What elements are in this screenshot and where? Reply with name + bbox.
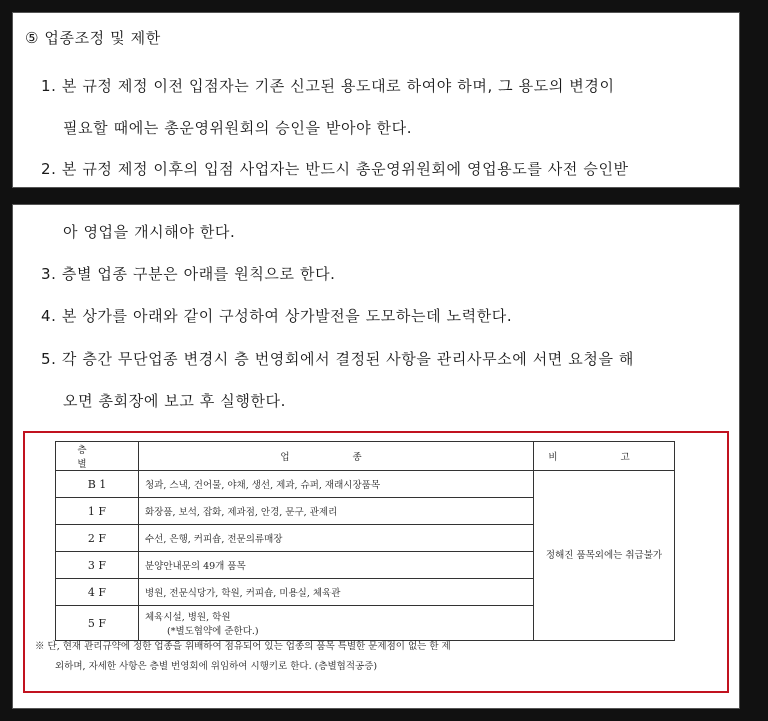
business-cell: [139, 606, 534, 641]
floor-cell: 4 F: [56, 579, 139, 606]
table-footnote: [35, 637, 685, 677]
rule-item-5: 5. 각 층간 무단업종 변경시 층 번영회에서 결정된 사항을 관리사무소에 서면 요청을 해: [41, 350, 634, 368]
footnote-line-2: 외하며, 자세한 사항은 층별 번영회에 위임하여 시행키로 한다. (층별협적공증): [55, 661, 378, 672]
floor-cell: B 1: [56, 471, 139, 498]
footnote-line-1: ※ 단, 현재 관리규약에 정한 업종을 위배하여 점유되어 있는 업종의 품목 특별한 문제점이 없는 한 제: [35, 641, 451, 652]
section-heading: ⑤ 업종조정 및 제한: [25, 29, 161, 47]
rule-item-2-continued: 아 영업을 개시해야 한다.: [63, 223, 236, 241]
business-main-text: 체육시설, 병원, 학원: [145, 612, 231, 623]
floor-cell: 5 F: [56, 606, 139, 641]
rule-item-3: 3. 층별 업종 구분은 아래를 원칙으로 한다.: [41, 265, 336, 283]
table-header-row: [56, 442, 675, 471]
business-cell: 병원, 전문식당가, 학원, 커피숍, 미용실, 체육관: [139, 579, 534, 606]
business-sub-text: (*별도협약에 준한다.): [167, 626, 259, 637]
rule-item-2: 2. 본 규정 제정 이후의 입점 사업자는 반드시 총운영위원회에 영업용도를 사전 승인받: [41, 160, 629, 178]
rule-item-1: 1. 본 규정 제정 이전 입점자는 기존 신고된 용도대로 하여야 하며, 그 용도의 변경이: [41, 77, 615, 95]
floor-cell: 3 F: [56, 552, 139, 579]
header-floor: 층 별: [56, 442, 139, 471]
floor-business-table: [55, 441, 675, 641]
business-cell: 청과, 스낵, 건어물, 야채, 생선, 제과, 슈퍼, 재래시장품목: [139, 471, 534, 498]
business-cell: 분양안내문의 49개 품목: [139, 552, 534, 579]
header-business: 업 종: [139, 442, 534, 471]
rule-item-1-continued: 필요할 때에는 총운영위원회의 승인을 받아야 한다.: [63, 119, 413, 137]
header-note: 비 고: [534, 442, 675, 471]
rule-item-4: 4. 본 상가를 아래와 같이 구성하여 상가발전을 도모하는데 노력한다.: [41, 307, 513, 325]
regulation-panel-bottom: [12, 204, 740, 709]
business-cell: 수선, 은행, 커피숍, 전문의류매장: [139, 525, 534, 552]
rule-item-5-continued: 오면 총회장에 보고 후 실행한다.: [63, 392, 287, 410]
note-cell: 정해진 품목외에는 취급불가: [534, 471, 675, 641]
table-row: [56, 471, 675, 498]
floor-cell: 2 F: [56, 525, 139, 552]
regulation-panel-top: [12, 12, 740, 188]
business-cell: 화장품, 보석, 잡화, 제과점, 안경, 문구, 관제리: [139, 498, 534, 525]
floor-business-table-frame: [23, 431, 729, 693]
floor-cell: 1 F: [56, 498, 139, 525]
